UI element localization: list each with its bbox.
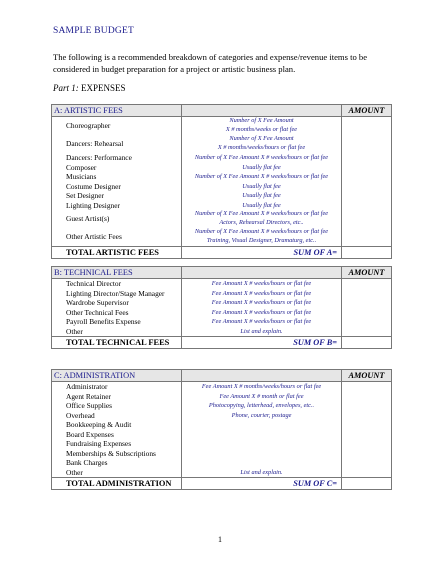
row-note-line: Usually flat fee: [242, 182, 281, 190]
row-note-line: Number of X Fee Amount: [229, 117, 294, 125]
section-header: C: ADMINISTRATION: [52, 370, 182, 382]
row-label: Lighting Designer: [52, 201, 182, 211]
row-note: [182, 210, 342, 228]
amount-cell: [342, 210, 392, 228]
amount-cell: [342, 298, 392, 308]
amount-cell: [342, 327, 392, 337]
row-note-line: Number of X Fee Amount X # weeks/hours or flat fee: [194, 173, 329, 180]
row-note-line: Fee Amount X # months/weeks/hours or flat fee: [201, 383, 322, 390]
section-header-row: [52, 105, 392, 117]
total-label: TOTAL ARTISTIC FEES: [52, 247, 182, 259]
table-row: [52, 228, 392, 247]
row-note: [182, 289, 342, 299]
row-note: [182, 163, 342, 173]
row-label: Other: [52, 468, 182, 478]
header-spacer: [182, 105, 342, 117]
table-row: [52, 411, 392, 421]
amount-cell: [342, 382, 392, 392]
row-note-line: List and explain.: [240, 468, 283, 476]
row-note: [182, 401, 342, 411]
row-note: [182, 327, 342, 337]
table-row: [52, 191, 392, 201]
table-row: [52, 382, 392, 392]
row-note-line: Fee Amount X # weeks/hours or flat fee: [211, 318, 312, 325]
table-row: [52, 182, 392, 192]
row-note-line: X # months/weeks or flat fee: [225, 126, 298, 133]
row-note: [182, 279, 342, 289]
row-label: Other: [52, 327, 182, 337]
section-header: A: ARTISTIC FEES: [52, 105, 182, 117]
table-row: [52, 117, 392, 136]
total-row: [52, 478, 392, 490]
amount-cell: [342, 449, 392, 459]
row-note-line: Number of X Fee Amount X # weeks/hours or flat fee: [194, 228, 329, 236]
sum-label: SUM OF A=: [182, 247, 342, 259]
row-label: Wardrobe Supervisor: [52, 298, 182, 308]
total-row: [52, 247, 392, 259]
row-label: Administrator: [52, 382, 182, 392]
amount-cell: [342, 308, 392, 318]
total-amount-cell: [342, 247, 392, 259]
table-row: [52, 317, 392, 327]
row-note-line: X # months/weeks/hours or flat fee: [217, 144, 306, 151]
part-heading: [53, 83, 126, 93]
header-spacer: [182, 267, 342, 279]
row-label: Memberships & Subscriptions: [52, 449, 182, 459]
table-row: [52, 289, 392, 299]
row-note: [182, 392, 342, 402]
row-note: [182, 449, 342, 459]
section-header: B: TECHNICAL FEES: [52, 267, 182, 279]
section-header-row: [52, 370, 392, 382]
amount-cell: [342, 191, 392, 201]
row-note-line: Fee Amount X # weeks/hours or flat fee: [211, 289, 312, 297]
row-label: Payroll Benefits Expense: [52, 317, 182, 327]
amount-cell: [342, 182, 392, 192]
row-note: [182, 420, 342, 430]
row-label: Bank Charges: [52, 458, 182, 468]
row-note-line: Number of X Fee Amount X # weeks/hours or flat fee: [194, 210, 329, 218]
amount-cell: [342, 117, 392, 136]
table-row: [52, 135, 392, 153]
amount-cell: [342, 420, 392, 430]
header-spacer: [182, 370, 342, 382]
intro-paragraph: The following is a recommended breakdown of categories and expense/revenue items to be considered in budget preparation for a project or artistic business plan.: [53, 52, 368, 74]
table-row: [52, 439, 392, 449]
amount-header: AMOUNT: [342, 105, 392, 117]
table-row: [52, 163, 392, 173]
part-name: EXPENSES: [81, 83, 126, 93]
row-label: Board Expenses: [52, 430, 182, 440]
amount-cell: [342, 279, 392, 289]
row-note: [182, 308, 342, 318]
amount-cell: [342, 153, 392, 163]
amount-cell: [342, 392, 392, 402]
row-label: Composer: [52, 163, 182, 173]
row-note-line: Number of X Fee Amount: [229, 135, 294, 143]
table-row: [52, 430, 392, 440]
row-note-line: Photocopying, letterhead, envelopes, etc..: [208, 402, 315, 409]
row-note: [182, 430, 342, 440]
amount-cell: [342, 401, 392, 411]
amount-header: AMOUNT: [342, 370, 392, 382]
row-label: Costume Designer: [52, 182, 182, 192]
row-note: [182, 411, 342, 421]
row-note: [182, 228, 342, 247]
row-note-line: Fee Amount X # weeks/hours or flat fee: [211, 308, 312, 316]
total-label: TOTAL TECHNICAL FEES: [52, 337, 182, 349]
row-note: [182, 468, 342, 478]
row-note: [182, 439, 342, 449]
row-note-line: Usually flat fee: [242, 192, 281, 199]
sum-label: SUM OF C=: [182, 478, 342, 490]
row-label: Guest Artist(s): [52, 210, 182, 228]
amount-cell: [342, 201, 392, 211]
amount-cell: [342, 172, 392, 182]
table-row: [52, 458, 392, 468]
total-row: [52, 337, 392, 349]
row-note-line: Phone, courier, postage: [231, 411, 292, 419]
amount-cell: [342, 430, 392, 440]
administration-table: [51, 369, 392, 490]
row-note-line: Fee Amount X # weeks/hours or flat fee: [211, 280, 312, 287]
row-note-line: Number of X Fee Amount X # weeks/hours or flat fee: [194, 154, 329, 161]
amount-cell: [342, 317, 392, 327]
table-row: [52, 401, 392, 411]
row-note: [182, 153, 342, 163]
amount-cell: [342, 289, 392, 299]
part-label: Part 1:: [53, 83, 79, 93]
row-note: [182, 182, 342, 192]
row-note: [182, 298, 342, 308]
row-note: [182, 117, 342, 136]
row-note: [182, 317, 342, 327]
table-row: [52, 210, 392, 228]
table-row: [52, 327, 392, 337]
row-note-line: Usually flat fee: [242, 163, 281, 171]
table-row: [52, 201, 392, 211]
amount-cell: [342, 411, 392, 421]
total-amount-cell: [342, 337, 392, 349]
row-note: [182, 201, 342, 211]
row-note-line: List and explain.: [240, 327, 283, 335]
row-note: [182, 382, 342, 392]
row-label: Set Designer: [52, 191, 182, 201]
row-note-line: Training, Visual Designer, Dramaturg, etc..: [206, 237, 317, 244]
row-label: Other Technical Fees: [52, 308, 182, 318]
total-label: TOTAL ADMINISTRATION: [52, 478, 182, 490]
row-label: Dancers: Rehearsal: [52, 135, 182, 153]
amount-header: AMOUNT: [342, 267, 392, 279]
sum-label: SUM OF B=: [182, 337, 342, 349]
row-note-line: Actors, Rehearsal Directors, etc..: [219, 219, 304, 226]
table-row: [52, 279, 392, 289]
row-note-line: Fee Amount X # month or flat fee: [219, 392, 304, 400]
amount-cell: [342, 458, 392, 468]
total-amount-cell: [342, 478, 392, 490]
amount-cell: [342, 228, 392, 247]
row-label: Office Supplies: [52, 401, 182, 411]
row-note: [182, 135, 342, 153]
row-label: Technical Director: [52, 279, 182, 289]
page-number: 1: [218, 535, 222, 544]
row-note-line: Usually flat fee: [242, 201, 281, 209]
row-note: [182, 458, 342, 468]
table-row: [52, 308, 392, 318]
document-title: SAMPLE BUDGET: [53, 26, 134, 36]
amount-cell: [342, 135, 392, 153]
table-row: [52, 420, 392, 430]
amount-cell: [342, 439, 392, 449]
technical-fees-table: [51, 266, 392, 349]
row-note-line: Fee Amount X # weeks/hours or flat fee: [211, 299, 312, 306]
row-label: Lighting Director/Stage Manager: [52, 289, 182, 299]
artistic-fees-table: [51, 104, 392, 259]
table-row: [52, 298, 392, 308]
row-label: Overhead: [52, 411, 182, 421]
row-label: Other Artistic Fees: [52, 228, 182, 247]
section-header-row: [52, 267, 392, 279]
amount-cell: [342, 468, 392, 478]
row-label: Fundraising Expenses: [52, 439, 182, 449]
row-label: Dancers: Performance: [52, 153, 182, 163]
row-label: Agent Retainer: [52, 392, 182, 402]
row-note: [182, 191, 342, 201]
row-note: [182, 172, 342, 182]
amount-cell: [342, 163, 392, 173]
table-row: [52, 172, 392, 182]
table-row: [52, 468, 392, 478]
row-label: Musicians: [52, 172, 182, 182]
table-row: [52, 392, 392, 402]
row-label: Choreographer: [52, 117, 182, 136]
table-row: [52, 153, 392, 163]
row-label: Bookkeeping & Audit: [52, 420, 182, 430]
table-row: [52, 449, 392, 459]
